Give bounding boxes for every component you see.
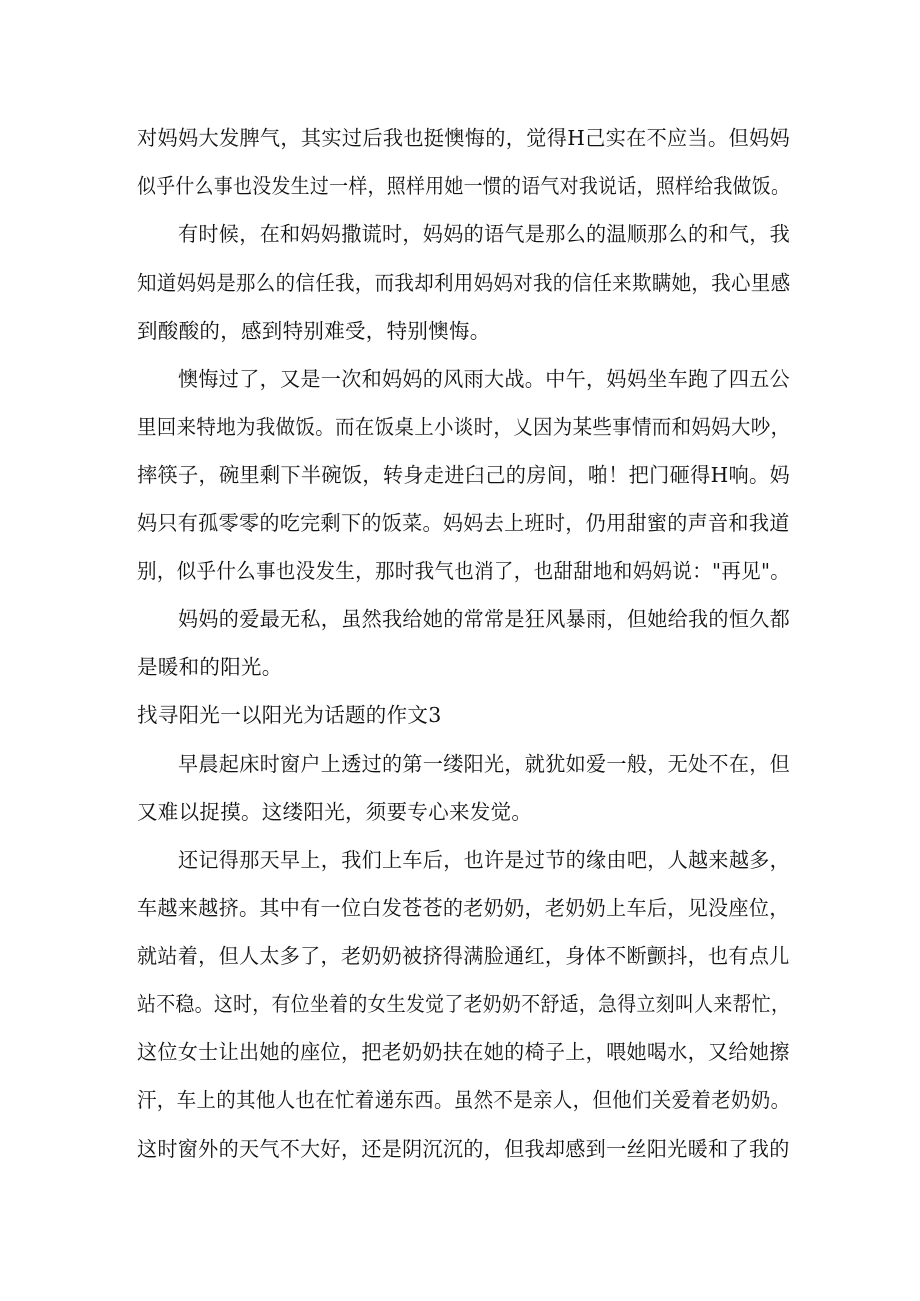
text-line: 是暖和的阳光。 (137, 655, 283, 679)
text-line: 汗，车上的其他人也在忙着递东西。虽然不是亲人，但他们关爱着老奶奶。 (137, 1088, 791, 1112)
text-line: 对妈妈大发脾气，其实过后我也挺懊悔的，觉得H己实在不应当。但妈妈 (137, 126, 790, 150)
text-line: 摔筷子，碗里剩下半碗饭，转身走进臼己的房间，啪！把门砸得H响。妈 (137, 463, 790, 487)
text-line: 知道妈妈是那么的信任我，而我却利用妈妈对我的信任来欺瞒她，我心里感 (137, 271, 791, 295)
text-line: 妈妈的爱最无私，虽然我给她的常常是狂风暴雨，但她给我的恒久都 (178, 607, 791, 631)
text-line: 早晨起床时窗户上透过的第一缕阳光，就犹如爱一般，无处不在，但 (178, 752, 791, 776)
text-line: 有时候，在和妈妈撒谎时，妈妈的语气是那么的温顺那么的和气，我 (178, 222, 791, 246)
text-line: 到酸酸的，感到特别难受，特别懊悔。 (137, 319, 491, 343)
text-line: 里回来特地为我做饭。而在饭桌上小谈时，乂因为某些事情而和妈妈大吵， (137, 415, 791, 439)
text-line: 别，似乎什么事也没发生，那时我气也消了，也甜甜地和妈妈说："再见"。 (137, 559, 791, 583)
text-line: 还记得那天早上，我们上车后，也许是过节的缘由吧，人越来越多， (178, 848, 791, 872)
text-line: 就站着，但人太多了，老奶奶被挤得满脸通红，身体不断颤抖，也有点儿 (137, 944, 790, 968)
text-line: 妈只有孤零零的吃完剩下的饭菜。妈妈去上班时，仍用甜蜜的声音和我道 (137, 511, 790, 535)
section-heading: 找寻阳光一以阳光为话题的作文3 (137, 703, 442, 727)
text-line: 又难以捉摸。这缕阳光，须要专心来发觉。 (137, 800, 533, 824)
text-line: 车越来越挤。其中有一位白发苍苍的老奶奶，老奶奶上车后，见没座位， (137, 896, 790, 920)
text-line: 这位女士让出她的座位，把老奶奶扶在她的椅子上，喂她喝水，又给她擦 (137, 1040, 790, 1064)
text-line: 站不稳。这时，有位坐着的女生发觉了老奶奶不舒适，急得立刻叫人来帮忙， (137, 992, 791, 1016)
text-line: 这时窗外的天气不大好，还是阴沉沉的，但我却感到一丝阳光暖和了我的 (137, 1137, 790, 1161)
text-line: 懊悔过了，又是一次和妈妈的风雨大战。中午，妈妈坐车跑了四五公 (178, 367, 791, 391)
text-line: 似乎什么事也没发生过一样，照样用她一惯的语气对我说话，照样给我做饭。 (137, 174, 791, 198)
